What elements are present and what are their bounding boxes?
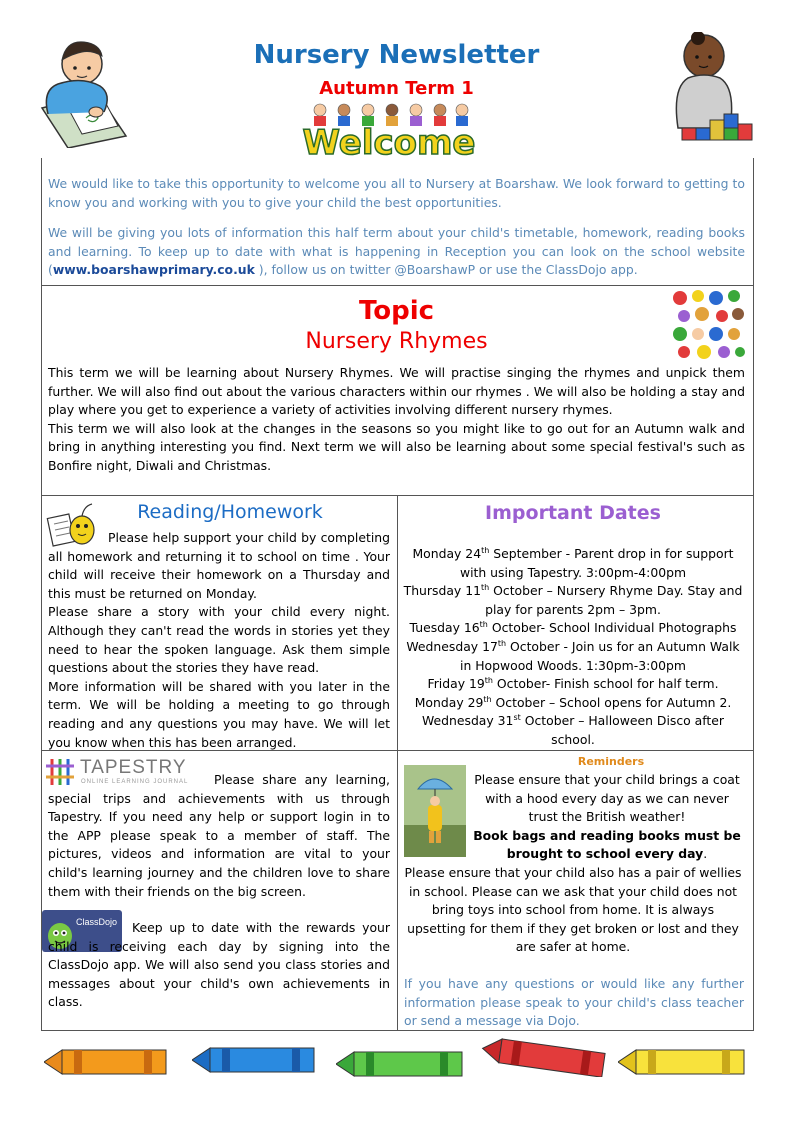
intro-paragraph-2 (48, 224, 745, 280)
classdojo-paragraph: Keep up to date with the rewards your child is receiving each day by signing into the ClassDojo app. We will also send you class stories and messages about your child's own achievements in class. (48, 920, 390, 1010)
welcome-banner-text: Welcome (302, 123, 476, 158)
date-item: Thursday 11th October – Nursery Rhyme Day. Stay and play for parents 2pm – 3pm. (403, 583, 743, 617)
reading-homework-body (48, 529, 390, 752)
important-dates-heading: Important Dates (485, 502, 661, 524)
intro-text-after-url: ), follow us on twitter @BoarshawP or use the ClassDojo app. (254, 262, 638, 278)
orange-crayon-icon (44, 1045, 170, 1079)
reminders-paragraph-2: Book bags and reading books must be brought to school every day. (473, 827, 741, 862)
school-website-link[interactable]: www.boarshawprimary.co.uk (52, 262, 255, 278)
tapestry-text-block (48, 771, 390, 901)
topic-heading: Topic (358, 296, 435, 326)
date-item: Monday 29th October – School opens for Autumn 2. (414, 694, 732, 710)
child-drawing-illustration (38, 38, 130, 148)
intro-text-before-url: We will be giving you lots of information this half term about your child's timetable, homework, reading books and learning. To keep up to date with what is happening in Reception you can look on the school website ( (48, 225, 745, 278)
date-item: Wednesday 31st October – Halloween Disco after school. (422, 713, 724, 747)
red-crayon-icon (480, 1037, 608, 1077)
reminders-wellies-text (402, 864, 744, 957)
topic-subheading: Nursery Rhymes (305, 329, 488, 354)
intro-section (48, 175, 745, 292)
book-bags-reminder: Book bags and reading books must be brought to school every day (473, 827, 741, 862)
reading-homework-heading: Reading/Homework (137, 501, 323, 523)
date-item: Friday 19th October- Finish school for half term. (427, 676, 719, 692)
topic-body (48, 364, 745, 476)
intro-paragraph-1: We would like to take this opportunity to welcome you all to Nursery at Boarshaw. We look forward to getting to know you and working with you to give your child the best opportunities. (48, 176, 745, 210)
green-crayon-icon (336, 1047, 466, 1081)
important-dates-list (402, 545, 744, 750)
classdojo-text-block (48, 919, 390, 1012)
yellow-crayon-icon (618, 1045, 748, 1079)
blue-crayon-icon (192, 1043, 318, 1077)
frame-left-border (41, 158, 42, 1031)
tapestry-logo-name: TAPESTRY (80, 757, 187, 778)
reading-paragraph-2: Please share a story with your child every night. Although they can't read the words in stories yet they need to hear the spoken language. Ask them simple questions about the stories they have read. (48, 604, 390, 676)
contact-note: If you have any questions or would like any further information please speak to your child's class teacher or send a message via Dojo. (404, 976, 744, 1029)
newsletter-title: Nursery Newsletter (253, 40, 540, 70)
reading-paragraph-3: More information will be shared with you later in the term. We will be holding a meeting to go through reading and any questions you may have. We will let you know when this has been arranged. (48, 678, 390, 750)
date-item: Monday 24th September - Parent drop in for support with using Tapestry. 3:00pm-4:00pm (412, 545, 734, 580)
tapestry-logo-tagline: ONLINE LEARNING JOURNAL (81, 779, 189, 785)
reminders-heading: Reminders (577, 755, 645, 768)
nursery-rhymes-collage-image (670, 288, 746, 362)
reading-paragraph-1: Please help support your child by completing all homework and returning it to school on time . Your child will receive their homework on a Thursday and this must be returned on Monday. (48, 530, 390, 601)
term-subtitle: Autumn Term 1 (319, 78, 474, 99)
date-item: Wednesday 17th October - Join us for an Autumn Walk in Hopwood Woods. 1:30pm-3:00pm (406, 638, 740, 673)
reminders-coat-text (470, 771, 744, 864)
topic-paragraph-2: This term we will also look at the changes in the seasons so you might like to go out for an Autumn walk and bring in anything interesting you find. Next term we will also be learning about some special festival's such as Bonfire night, Diwali and Christmas. (48, 420, 745, 473)
frame-right-border (753, 158, 754, 1031)
welcome-banner (300, 102, 478, 158)
reminders-paragraph-1: Please ensure that your child brings a coat with a hood every day as we can never trust the British weather! (474, 772, 740, 825)
tapestry-paragraph: Please share any learning, special trips and achievements with us through Tapestry. If you need any help or support login in to the APP please speak to a member of staff. The pictures, videos and information are vital to your child's learning journey and the children love to share them with their friends on the big screen. (48, 772, 390, 899)
classdojo-logo-name: ClassDojo (76, 917, 118, 927)
rain-child-photo (404, 765, 466, 857)
date-item: Tuesday 16th October- School Individual Photographs (409, 620, 737, 636)
reminders-paragraph-3: Please ensure that your child also has a pair of wellies in school. Please can we ask that your child does not bring toys into school from home. It is always upsetting for them if they get broken or lost and they are safer at home. (404, 865, 742, 955)
topic-paragraph-1: This term we will be learning about Nursery Rhymes. We will practise singing the rhymes and unpick them further. We will also find out about the various characters within our rhymes . We will also be holding a stay and play where you get to experience a variety of activities involving different nursery rhymes. (48, 365, 745, 418)
child-blocks-illustration (664, 32, 756, 146)
